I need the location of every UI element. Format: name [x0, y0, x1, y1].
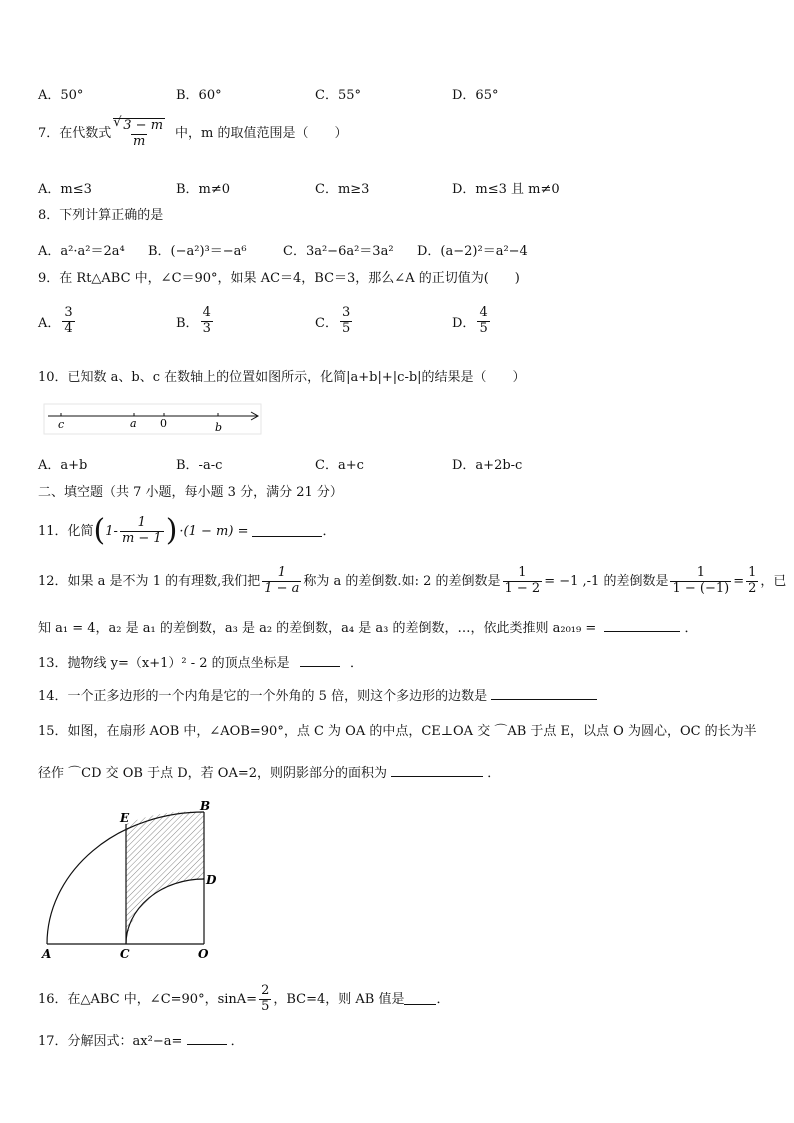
q7-option-a: A．m≤3: [38, 182, 92, 197]
q15-line1: 15．如图，在扇形 AOB 中，∠AOB=90°，点 C 为 OA 的中点，CE⊥OA 交 ⌒AB 于点 E，以点 O 为圆心，OC 的长为半: [38, 724, 757, 739]
q9-option-c: C． $\frac{3}{5}$: [315, 305, 351, 336]
q10-option-a: A．a+b: [38, 458, 88, 473]
number-line-figure: [44, 404, 264, 438]
q17-stem: 17．分解因式：ax²−a= ．: [38, 1034, 244, 1049]
label-zero: 0: [160, 417, 167, 430]
q9-stem: 9．在 Rt△ABC 中，∠C＝90°，如果 AC＝4，BC＝3，那么∠A 的正切值为( ): [38, 271, 520, 286]
answer-blank[interactable]: [391, 766, 483, 777]
q9-option-b: B． $\frac{4}{3}$: [176, 305, 211, 336]
answer-blank[interactable]: [404, 994, 436, 1005]
q7-prefix: 7．在代数式: [38, 126, 112, 142]
label-o: O: [198, 947, 209, 961]
q8-option-c: C．3a²−6a²＝3a²: [283, 244, 394, 259]
q6-option-d: D．65°: [452, 88, 499, 103]
section-title: 二、填空题（共 7 小题，每小题 3 分，满分 21 分）: [38, 485, 343, 500]
sqrt-icon: √: [113, 115, 122, 130]
q6-option-b: B．60°: [176, 88, 222, 103]
label-c: C: [120, 947, 130, 961]
q7-stem: [38, 115, 348, 150]
q9-option-a: A． $\frac{3}{4}$: [38, 305, 73, 336]
q12-line2: 知 a₁ = 4，a₂ 是 a₁ 的差倒数，a₃ 是 a₂ 的差倒数，a₄ 是 a₃ 的差倒数，…，依此类推则 a₂₀₁₉ = ．: [38, 621, 698, 636]
q10-stem: 10．已知数 a、b、c 在数轴上的位置如图所示，化简|a+b|+|c-b|的结果是（ ）: [38, 370, 526, 385]
q7-option-b: B．m≠0: [176, 182, 231, 197]
q7-option-d: D．m≤3 且 m≠0: [452, 182, 560, 197]
q6-option-a: A．50°: [38, 88, 84, 103]
label-c: c: [58, 418, 65, 431]
number-line-frame: [44, 404, 261, 434]
label-b: B: [200, 799, 211, 813]
q7-option-c: C．m≥3: [315, 182, 370, 197]
q7-denominator: m: [133, 133, 146, 149]
left-paren-icon: (: [93, 513, 106, 549]
q8-option-a: A．a²·a²＝2a⁴: [38, 244, 125, 259]
q7-fraction: [113, 115, 165, 150]
answer-blank[interactable]: [252, 526, 322, 537]
q10-option-b: B．-a-c: [176, 458, 223, 473]
q8-option-d: D．(a−2)²＝a²−4: [417, 244, 528, 259]
label-a: a: [130, 417, 137, 430]
label-a: A: [42, 947, 52, 961]
label-e: E: [120, 811, 130, 825]
q7-radicand: √ 3 − m: [113, 115, 164, 133]
shaded-region: [126, 811, 204, 944]
right-paren-icon: ): [165, 513, 178, 549]
q12-line1: 12．如果 a 是不为 1 的有理数,我们把 $\frac{1}{1 - a}$ 称为 a 的差倒数.如: 2 的差倒数是 $\frac{1}{1 - 2}$ = −1 ,-1 的差倒数是 $\frac{1}{1 - (-1)}$ = $\frac{1}{2}$ ，已: [38, 565, 787, 596]
q14-stem: 14．一个正多边形的一个内角是它的一个外角的 5 倍，则这个多边形的边数是: [38, 689, 597, 703]
q10-option-d: D．a+2b-c: [452, 458, 523, 473]
q6-option-c: C．55°: [315, 88, 361, 103]
q7-suffix: 中，m 的取值范围是（ ）: [175, 126, 348, 142]
q15-line2: 径作 ⌒CD 交 OB 于点 D，若 OA=2，则阴影部分的面积为 ．: [38, 766, 501, 781]
q8-stem: 8．下列计算正确的是: [38, 208, 164, 223]
label-b: b: [215, 421, 223, 434]
answer-blank[interactable]: [187, 1034, 227, 1045]
answer-blank[interactable]: [300, 656, 340, 667]
q8-option-b: B．(−a²)³＝−a⁶: [148, 244, 247, 259]
q11-stem: 11．化简 ( 1- $\frac{1}{m - 1}$ ) ·(1 − m) = ．: [38, 513, 336, 549]
label-d: D: [206, 873, 217, 887]
q9-option-d: D． $\frac{4}{5}$: [452, 305, 488, 336]
q13-stem: 13．抛物线 y=（x+1）² - 2 的顶点坐标是 ．: [38, 656, 363, 671]
q16-stem: 16．在△ABC 中，∠C=90°，sinA= $\frac{2}{5}$ ，BC=4，则 AB 值是 ．: [38, 983, 450, 1014]
answer-blank[interactable]: [491, 689, 597, 700]
sector-figure: [40, 798, 230, 963]
answer-blank[interactable]: [604, 621, 680, 632]
q10-option-c: C．a+c: [315, 458, 364, 473]
